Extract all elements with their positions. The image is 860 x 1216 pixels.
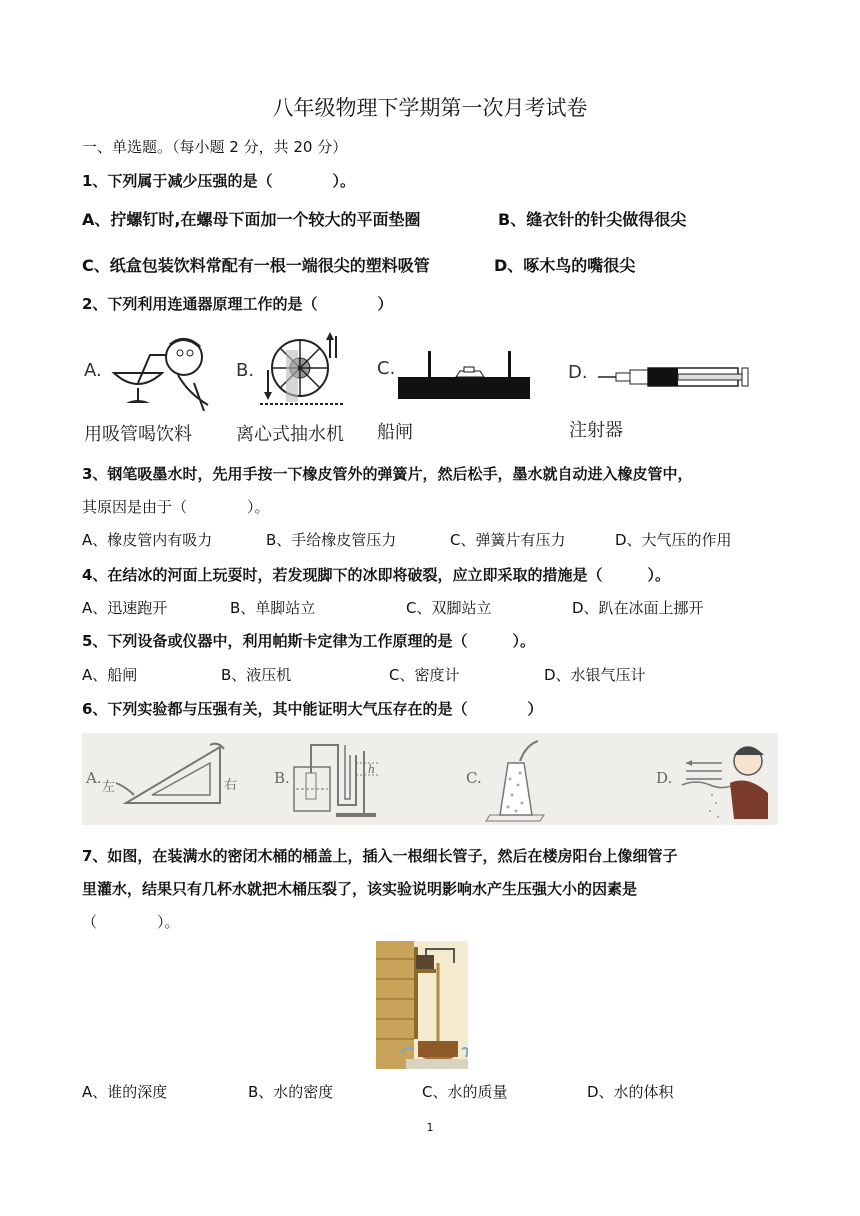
u-tube-manometer-icon: [270, 733, 420, 825]
fig2-c-label: C.: [377, 358, 396, 379]
fig6-b-label: B.: [274, 769, 290, 787]
fig6-a-label: A.: [86, 769, 102, 787]
question-7-option-d: D、水的体积: [587, 1083, 674, 1101]
question-6-stem: 6、下列实验都与压强有关，其中能证明大气压存在的是（ ）: [82, 700, 543, 718]
fig2-a-caption: 用吸管喝饮料: [84, 424, 192, 445]
question-5-option-a: A、船闸: [82, 666, 138, 684]
triangle-ruler-icon: [82, 733, 272, 825]
question-5-option-d: D、水银气压计: [544, 666, 646, 684]
section-heading: 一、单选题。（每小题 2 分，共 20 分）: [82, 138, 348, 156]
fig6-left-label: 左: [102, 780, 116, 795]
question-6-figure: [82, 733, 778, 825]
fig6-h-label: h: [368, 763, 376, 776]
question-3-option-b: B、手给橡皮管压力: [266, 531, 397, 549]
question-1-option-c: C、纸盒包装饮料常配有一根一端很尖的塑料吸管: [82, 256, 430, 275]
question-4-option-d: D、趴在冰面上挪开: [572, 599, 704, 617]
question-5-option-c: C、密度计: [389, 666, 460, 684]
barrel-experiment-figure: [376, 941, 468, 1069]
fig2-c-caption: 船闸: [377, 422, 413, 443]
question-7-stem-line3: （ ）。: [82, 913, 180, 931]
question-5-option-b: B、液压机: [221, 666, 292, 684]
question-1-option-a: A、拧螺钉时,在螺母下面加一个较大的平面垫圈: [82, 210, 421, 229]
question-7-option-b: B、水的密度: [248, 1083, 334, 1101]
question-1-option-d: D、啄木鸟的嘴很尖: [494, 256, 636, 275]
page-number: 1: [426, 1121, 434, 1134]
question-4-option-c: C、双脚站立: [406, 599, 492, 617]
question-7-stem-line1: 7、如图，在装满水的密闭木桶的桶盖上，插入一根细长管子，然后在楼房阳台上像细管子: [82, 847, 678, 865]
fig6-d-label: D.: [656, 769, 673, 787]
fig6-right-label: 右: [224, 778, 238, 793]
question-4-option-a: A、迅速跑开: [82, 599, 168, 617]
question-5-stem: 5、下列设备或仪器中，利用帕斯卡定律为工作原理的是（ ）。: [82, 632, 535, 650]
question-7-option-a: A、谁的深度: [82, 1083, 168, 1101]
question-2-stem: 2、下列利用连通器原理工作的是（ ）: [82, 295, 393, 313]
question-1-option-b: B、缝衣针的针尖做得很尖: [498, 210, 687, 229]
fig6-c-label: C.: [466, 769, 482, 787]
inverted-cup-icon: [462, 733, 592, 825]
syringe-icon: [596, 360, 756, 394]
question-7-stem-line2: 里灌水，结果只有几杯水就把木桶压裂了，该实验说明影响水产生压强大小的因素是: [82, 880, 638, 898]
centrifugal-pump-icon: [256, 330, 348, 410]
fig2-b-caption: 离心式抽水机: [236, 424, 344, 445]
fig2-b-label: B.: [236, 360, 255, 381]
question-4-stem: 4、在结冰的河面上玩耍时，若发现脚下的冰即将破裂，应立即采取的措施是（ ）。: [82, 566, 670, 584]
fig2-d-caption: 注射器: [569, 420, 623, 441]
page-title: 八年级物理下学期第一次月考试卷: [272, 96, 588, 120]
fig2-d-label: D.: [568, 362, 588, 383]
question-7-option-c: C、水的质量: [422, 1083, 508, 1101]
straw-drinking-icon: [108, 333, 218, 411]
blowing-paper-icon: [652, 733, 778, 825]
question-1-stem: 1、下列属于减少压强的是（ ）。: [82, 172, 355, 190]
question-3-option-a: A、橡皮管内有吸力: [82, 531, 213, 549]
question-3-option-c: C、弹簧片有压力: [450, 531, 566, 549]
question-4-option-b: B、单脚站立: [230, 599, 316, 617]
question-3-stem-line1: 3、钢笔吸墨水时，先用手按一下橡皮管外的弹簧片，然后松手，墨水就自动进入橡皮管中，: [82, 465, 693, 483]
question-3-option-d: D、大气压的作用: [615, 531, 732, 549]
fig2-a-label: A.: [84, 360, 102, 381]
question-3-stem-line2: 其原因是由于（ ）。: [82, 498, 270, 516]
ship-lock-icon: [398, 345, 533, 403]
